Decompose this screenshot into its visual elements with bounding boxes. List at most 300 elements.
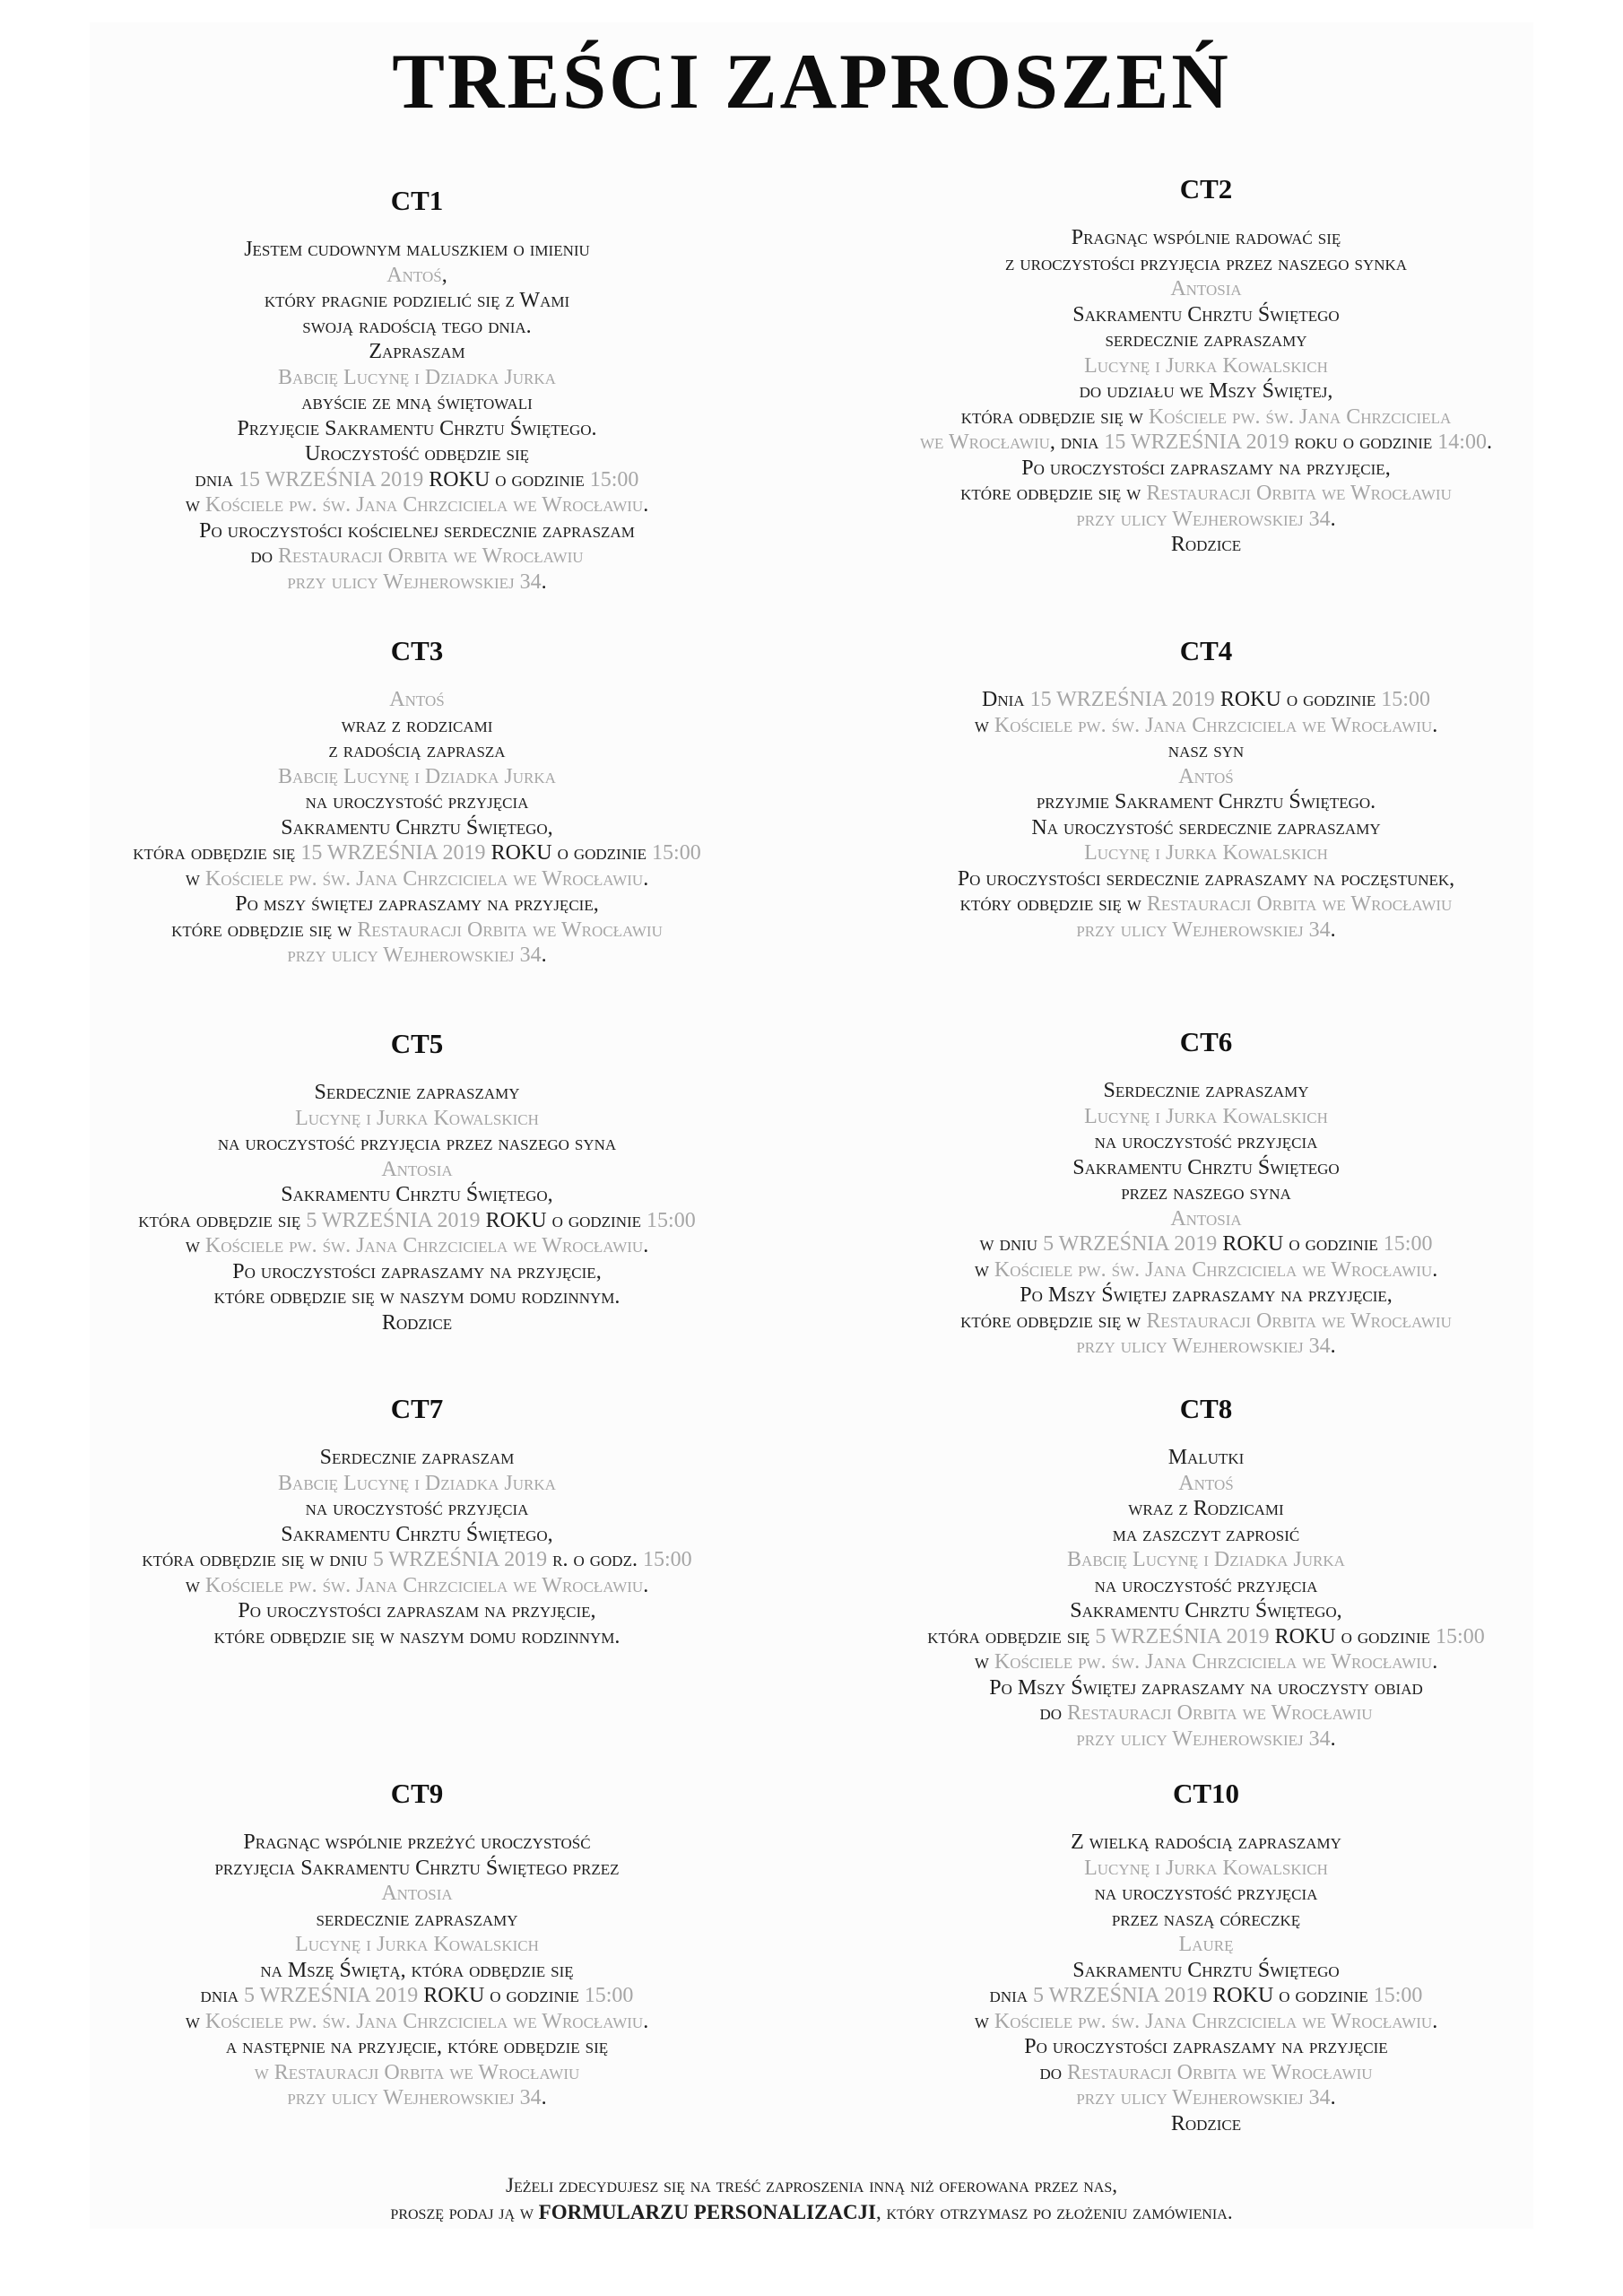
static-text: , xyxy=(441,263,447,287)
invitation-line xyxy=(820,1675,1592,1701)
invitation-line xyxy=(31,314,803,340)
static-text: Po uroczystości zapraszamy na przyjęcie, xyxy=(232,1259,602,1283)
variable-text: we Wrocławiu xyxy=(920,430,1050,455)
variable-text: Kościele pw. św. Jana Chrzciciela we Wrocławiu xyxy=(994,1650,1433,1674)
invitation-line xyxy=(820,251,1592,277)
static-text: które odbędzie się w xyxy=(171,918,358,942)
static-text: . xyxy=(1432,713,1438,737)
invitation-line xyxy=(820,1309,1592,1335)
static-text: przyjęcia Sakramentu Chrztu Świętego przez xyxy=(214,1856,620,1880)
invitation-line xyxy=(31,1208,803,1234)
static-text: przez naszą córeczkę xyxy=(1111,1907,1301,1931)
invitation-line xyxy=(820,1700,1592,1726)
invitation-line xyxy=(31,1907,803,1933)
card-ct10 xyxy=(820,1777,1592,2136)
invitation-line xyxy=(31,2034,803,2060)
card-title: CT2 xyxy=(1179,173,1233,204)
static-text: Rodzice xyxy=(1170,533,1242,557)
static-text: dnia xyxy=(200,1984,245,2008)
invitation-line xyxy=(31,1881,803,1907)
static-text: ROKU o godzinie xyxy=(485,841,653,865)
invitation-line xyxy=(820,1445,1592,1471)
footer-note xyxy=(0,2172,1623,2226)
card-title: CT8 xyxy=(1179,1393,1233,1424)
card-ct1 xyxy=(31,184,803,595)
invitation-line xyxy=(820,225,1592,251)
invitation-line xyxy=(31,518,803,544)
invitation-line xyxy=(820,1830,1592,1856)
static-text: Sakramentu Chrztu Świętego xyxy=(1072,1958,1340,1982)
invitation-line xyxy=(820,815,1592,841)
static-text: . xyxy=(541,2086,547,2110)
variable-text: przy ulicy Wejherowskiej 34 xyxy=(1076,918,1331,942)
invitation-line xyxy=(31,1259,803,1285)
card-title: CT7 xyxy=(390,1393,444,1424)
card-ct4 xyxy=(820,634,1592,943)
variable-text: Restauracji Orbita we Wrocławiu xyxy=(1146,892,1453,917)
static-text: na Mszę Świętą, która odbędzie się xyxy=(260,1958,574,1982)
static-text: Po uroczystości zapraszam na przyjęcie, xyxy=(238,1599,596,1623)
static-text: Sakramentu Chrztu Świętego xyxy=(1072,302,1340,326)
static-text: . xyxy=(643,1234,649,1258)
invitation-line xyxy=(820,2009,1592,2035)
card-title: CT6 xyxy=(1179,1026,1233,1057)
static-text: Jestem cudownym maluszkiem o imieniu xyxy=(244,238,590,262)
static-text: Po uroczystości kościelnej serdecznie zapraszam xyxy=(199,518,635,543)
static-text: Sakramentu Chrztu Świętego, xyxy=(281,815,553,839)
variable-text: przy ulicy Wejherowskiej 34 xyxy=(1076,507,1331,531)
variable-text: 15:00 xyxy=(1383,1232,1433,1257)
invitation-line xyxy=(820,2111,1592,2137)
card-title: CT3 xyxy=(390,635,444,666)
static-text: roku o godzinie xyxy=(1289,430,1438,455)
static-text: . xyxy=(643,1573,649,1597)
variable-text: 15:00 xyxy=(589,467,639,491)
variable-text: przy ulicy Wejherowskiej 34 xyxy=(287,944,542,968)
invitation-line xyxy=(31,1573,803,1599)
static-text: która odbędzie się xyxy=(138,1208,307,1232)
static-text: r. o godz. xyxy=(547,1548,643,1572)
static-text: Z wielką radością zapraszamy xyxy=(1071,1831,1341,1855)
variable-text: przy ulicy Wejherowskiej 34 xyxy=(287,2086,542,2110)
invitation-line xyxy=(31,840,803,866)
invitation-line xyxy=(820,866,1592,892)
invitation-line xyxy=(31,1284,803,1310)
static-text: na uroczystość przyjęcia xyxy=(305,790,529,814)
variable-text: 5 WRZEŚNIA 2019 xyxy=(1095,1624,1270,1648)
invitation-line xyxy=(820,1598,1592,1624)
invitation-line xyxy=(31,339,803,365)
invitation-line xyxy=(820,1334,1592,1360)
static-text: na uroczystość przyjęcia przez naszego syna xyxy=(217,1132,617,1156)
static-text: nasz syn xyxy=(1167,739,1245,763)
static-text: . xyxy=(643,866,649,891)
static-text: a następnie na przyjęcie, które odbędzie się xyxy=(225,2035,609,2059)
static-text: na uroczystość przyjęcia xyxy=(1094,1882,1318,1906)
variable-text: Lucynę i Jurka Kowalskich xyxy=(295,1933,539,1957)
variable-text: Lucynę i Jurka Kowalskich xyxy=(1084,1104,1328,1128)
static-text: w xyxy=(974,2009,994,2033)
invitation-line xyxy=(31,2009,803,2035)
variable-text: Kościele pw. św. Jana Chrzciciela we Wrocławiu xyxy=(204,493,644,517)
footer-line-2 xyxy=(0,2199,1623,2226)
invitation-line xyxy=(31,416,803,442)
static-text: w xyxy=(185,1234,205,1258)
invitation-line xyxy=(820,840,1592,866)
invitation-line xyxy=(820,404,1592,430)
invitation-line xyxy=(820,532,1592,558)
static-text: które odbędzie się w xyxy=(960,482,1147,506)
static-text: . xyxy=(1330,918,1336,942)
invitation-line xyxy=(31,1471,803,1497)
invitation-line xyxy=(820,1471,1592,1497)
static-text: Serdecznie zapraszamy xyxy=(1103,1079,1309,1103)
static-text: . xyxy=(643,493,649,517)
variable-text: Lucynę i Jurka Kowalskich xyxy=(1084,353,1328,378)
static-text: , dnia xyxy=(1049,430,1105,455)
card-ct5 xyxy=(31,1027,803,1335)
invitation-line xyxy=(820,378,1592,404)
static-text: ROKU o godzinie xyxy=(418,1984,585,2008)
variable-text: Antoś xyxy=(1178,764,1234,788)
invitation-line xyxy=(31,1080,803,1106)
variable-text: Lucynę i Jurka Kowalskich xyxy=(1084,841,1328,865)
variable-text: 15:00 xyxy=(584,1984,634,2008)
static-text: swoją radością tego dnia. xyxy=(302,314,532,338)
invitation-line xyxy=(820,2034,1592,2060)
static-text: Pragnąc wspólnie przeżyć uroczystość xyxy=(243,1831,591,1855)
invitation-line xyxy=(820,1547,1592,1573)
static-text: Po uroczystości serdecznie zapraszamy na poczęstunek, xyxy=(957,866,1455,891)
variable-text: Kościele pw. św. Jana Chrzciciela we Wrocławiu xyxy=(994,2009,1433,2033)
static-text: Po mszy świętej zapraszamy na przyjęcie, xyxy=(235,892,599,917)
static-text: ROKU o godzinie xyxy=(1207,1984,1374,2008)
static-text: ROKU o godzinie xyxy=(1217,1232,1384,1257)
invitation-line xyxy=(820,764,1592,790)
invitation-line xyxy=(820,1932,1592,1958)
variable-text: Lucynę i Jurka Kowalskich xyxy=(295,1106,539,1130)
invitation-line xyxy=(31,815,803,841)
static-text: Sakramentu Chrztu Świętego, xyxy=(1070,1599,1342,1623)
static-text: w xyxy=(185,866,205,891)
static-text: . xyxy=(1486,430,1492,455)
invitation-line xyxy=(820,687,1592,713)
variable-text: 5 WRZEŚNIA 2019 xyxy=(372,1548,548,1572)
variable-text: Antosia xyxy=(381,1157,453,1181)
invitation-line xyxy=(31,441,803,467)
invitation-line xyxy=(31,687,803,713)
static-text: ROKU o godzinie xyxy=(1214,688,1382,712)
card-ct9 xyxy=(31,1777,803,2111)
variable-text: przy ulicy Wejherowskiej 34 xyxy=(287,570,542,594)
invitation-line xyxy=(820,456,1592,482)
variable-text: 15:00 xyxy=(1373,1984,1423,2008)
invitation-line xyxy=(820,481,1592,507)
invitation-line xyxy=(31,713,803,739)
variable-text: Babcię Lucynę i Dziadka Jurka xyxy=(278,764,556,788)
invitation-line xyxy=(820,1958,1592,1984)
static-text: do xyxy=(1039,1701,1068,1726)
variable-text: Babcię Lucynę i Dziadka Jurka xyxy=(1067,1548,1345,1572)
footer-line-1: Jeżeli zdecydujesz się na treść zaproszenia inną niż oferowana przez nas, xyxy=(506,2174,1117,2196)
invitation-line xyxy=(31,1598,803,1624)
static-text: wraz z Rodzicami xyxy=(1128,1497,1284,1521)
variable-text: 15:00 xyxy=(1436,1624,1485,1648)
variable-text: 15:00 xyxy=(652,841,701,865)
invitation-line xyxy=(31,288,803,314)
invitation-line xyxy=(820,2060,1592,2086)
static-text: w xyxy=(185,2009,205,2033)
static-text: które odbędzie się w xyxy=(960,1309,1147,1333)
invitation-line xyxy=(820,1283,1592,1309)
invitation-line xyxy=(31,1958,803,1984)
static-text: które odbędzie się w naszym domu rodzinnym. xyxy=(213,1624,621,1648)
variable-text: Antoś xyxy=(386,263,442,287)
static-text: Malutki xyxy=(1167,1446,1245,1470)
invitation-line xyxy=(31,1157,803,1183)
variable-text: 15 WRZEŚNIA 2019 xyxy=(1104,430,1289,455)
static-text: w xyxy=(185,493,205,517)
invitation-line xyxy=(820,918,1592,944)
invitation-line xyxy=(31,918,803,944)
invitation-line xyxy=(31,1522,803,1548)
static-text: Rodzice xyxy=(381,1310,453,1335)
static-text: Sakramentu Chrztu Świętego, xyxy=(281,1522,553,1546)
static-text: . xyxy=(1432,1650,1438,1674)
static-text: . xyxy=(1330,507,1336,531)
variable-text: 5 WRZEŚNIA 2019 xyxy=(1043,1232,1218,1257)
invitation-line xyxy=(31,1496,803,1522)
variable-text: przy ulicy Wejherowskiej 34 xyxy=(1076,1335,1331,1359)
invitation-line xyxy=(31,1131,803,1157)
static-text: . xyxy=(1330,2086,1336,2110)
card-title: CT10 xyxy=(1172,1778,1240,1809)
static-text: przez naszego syna xyxy=(1121,1181,1291,1205)
static-text: . xyxy=(541,570,547,594)
variable-text: 15 WRZEŚNIA 2019 xyxy=(1029,688,1215,712)
static-text: Po uroczystości zapraszamy na przyjęcie xyxy=(1024,2035,1388,2059)
variable-text: Restauracji Orbita we Wrocławiu xyxy=(357,918,663,942)
invitation-line xyxy=(31,570,803,596)
invitation-line xyxy=(31,237,803,263)
variable-text: przy ulicy Wejherowskiej 34 xyxy=(1076,1726,1331,1751)
variable-text: Kościele pw. św. Jana Chrzciciela xyxy=(1148,404,1452,429)
card-ct8 xyxy=(820,1392,1592,1752)
static-text: z uroczystości przyjęcia przez naszego synka xyxy=(1004,251,1408,275)
invitation-line xyxy=(31,390,803,416)
variable-text: Kościele pw. św. Jana Chrzciciela we Wrocławiu xyxy=(204,1573,644,1597)
static-text: Rodzice xyxy=(1170,2111,1242,2135)
static-text: z radością zaprasza xyxy=(328,739,506,763)
invitation-line xyxy=(31,1310,803,1336)
static-text: do udziału we Mszy Świętej, xyxy=(1079,379,1333,404)
invitation-line xyxy=(31,2085,803,2111)
invitation-line xyxy=(31,1932,803,1958)
variable-text: Babcię Lucynę i Dziadka Jurka xyxy=(278,365,556,389)
invitation-line xyxy=(820,1496,1592,1522)
invitation-line xyxy=(820,1881,1592,1907)
variable-text: w Restauracji Orbita we Wrocławiu xyxy=(254,2060,580,2084)
invitation-line xyxy=(31,1106,803,1132)
invitation-line xyxy=(820,507,1592,533)
personalization-form-label: FORMULARZU PERSONALIZACJI xyxy=(538,2201,877,2223)
static-text: w xyxy=(185,1573,205,1597)
variable-text: Antosia xyxy=(1170,277,1242,301)
invitation-line xyxy=(31,2060,803,2086)
static-text: Przyjęcie Sakramentu Chrztu Świętego. xyxy=(237,416,597,440)
static-text: Uroczystość odbędzie się xyxy=(304,442,530,466)
invitation-line xyxy=(31,1445,803,1471)
invitation-line xyxy=(820,1983,1592,2009)
variable-text: 5 WRZEŚNIA 2019 xyxy=(306,1208,481,1232)
static-text: na uroczystość przyjęcia xyxy=(1094,1573,1318,1597)
static-text: . xyxy=(541,944,547,968)
variable-text: Laurę xyxy=(1178,1933,1234,1957)
variable-text: 14:00 xyxy=(1437,430,1487,455)
invitation-line xyxy=(820,1257,1592,1283)
static-text: Na uroczystość serdecznie zapraszamy xyxy=(1031,815,1381,839)
variable-text: Restauracji Orbita we Wrocławiu xyxy=(278,544,584,569)
invitation-line xyxy=(31,1983,803,2009)
invitation-line xyxy=(31,789,803,815)
variable-text: Antoś xyxy=(1178,1471,1234,1495)
static-text: w xyxy=(974,713,994,737)
card-ct3 xyxy=(31,634,803,969)
static-text: ROKU o godzinie xyxy=(423,467,590,491)
invitation-line xyxy=(820,1649,1592,1675)
static-text: Po Mszy Świętej zapraszamy na uroczysty obiad xyxy=(989,1675,1423,1700)
card-title: CT4 xyxy=(1179,635,1233,666)
invitation-line xyxy=(820,1624,1592,1650)
variable-text: Kościele pw. św. Jana Chrzciciela we Wrocławiu xyxy=(204,1234,644,1258)
static-text: . xyxy=(643,2009,649,2033)
invitation-line xyxy=(820,713,1592,739)
variable-text: Lucynę i Jurka Kowalskich xyxy=(1084,1856,1328,1880)
variable-text: Restauracji Orbita we Wrocławiu xyxy=(1146,482,1452,506)
invitation-line xyxy=(820,430,1592,456)
footer-line-2-before: proszę podaj ją w xyxy=(390,2201,539,2223)
static-text: która odbędzie się xyxy=(927,1624,1096,1648)
static-text: abyście ze mną świętowali xyxy=(301,391,533,415)
static-text: Pragnąc wspólnie radować się xyxy=(1071,226,1341,250)
static-text: Serdecznie zapraszamy xyxy=(314,1081,520,1105)
invitation-line xyxy=(820,1206,1592,1232)
invitation-line xyxy=(31,738,803,764)
card-ct2 xyxy=(820,172,1592,558)
static-text: Zapraszam xyxy=(369,340,465,364)
invitation-line xyxy=(820,1573,1592,1599)
variable-text: Restauracji Orbita we Wrocławiu xyxy=(1146,1309,1452,1333)
invitation-line xyxy=(31,1856,803,1882)
static-text: Po Mszy Świętej zapraszamy na przyjęcie, xyxy=(1020,1283,1393,1308)
invitation-line xyxy=(820,1907,1592,1933)
card-ct6 xyxy=(820,1025,1592,1360)
invitation-line xyxy=(820,327,1592,353)
static-text: Sakramentu Chrztu Świętego, xyxy=(281,1183,553,1207)
static-text: która odbędzie się xyxy=(133,841,301,865)
invitation-line xyxy=(31,365,803,391)
variable-text: 5 WRZEŚNIA 2019 xyxy=(244,1984,419,2008)
variable-text: Kościele pw. św. Jana Chrzciciela we Wrocławiu xyxy=(994,1257,1433,1282)
static-text: . xyxy=(1330,1335,1336,1359)
static-text: serdecznie zapraszamy xyxy=(1105,328,1307,352)
invitation-line xyxy=(820,1726,1592,1752)
static-text: który pragnie podzielić się z Wami xyxy=(264,289,570,313)
static-text: na uroczystość przyjęcia xyxy=(1094,1130,1318,1154)
variable-text: Restauracji Orbita we Wrocławiu xyxy=(1067,1701,1373,1726)
invitation-line xyxy=(820,1155,1592,1181)
card-ct7 xyxy=(31,1392,803,1649)
invitation-line xyxy=(31,1830,803,1856)
invitation-line xyxy=(820,789,1592,815)
invitation-line xyxy=(820,353,1592,379)
variable-text: 15:00 xyxy=(647,1208,696,1232)
invitation-line xyxy=(820,1856,1592,1882)
invitation-line xyxy=(31,943,803,969)
invitation-line xyxy=(31,492,803,518)
variable-text: przy ulicy Wejherowskiej 34 xyxy=(1076,2086,1331,2110)
invitation-line xyxy=(820,1129,1592,1155)
page-title: TREŚCI ZAPROSZEŃ xyxy=(392,39,1231,126)
static-text: Po uroczystości zapraszamy na przyjęcie, xyxy=(1021,456,1391,480)
invitation-line xyxy=(31,544,803,570)
invitation-line xyxy=(31,1547,803,1573)
variable-text: Antoś xyxy=(389,688,445,712)
static-text: która odbędzie się w xyxy=(960,404,1149,429)
static-text: wraz z rodzicami xyxy=(341,713,493,737)
invitation-line xyxy=(820,738,1592,764)
variable-text: Antosia xyxy=(381,1882,453,1906)
invitation-line xyxy=(820,1078,1592,1104)
invitation-line xyxy=(31,1624,803,1650)
static-text: do xyxy=(250,544,279,569)
static-text: w xyxy=(974,1257,994,1282)
footer-line-2-after: , który otrzymasz po złożeniu zamówienia. xyxy=(876,2201,1233,2223)
static-text: w xyxy=(974,1650,994,1674)
invitation-line xyxy=(820,302,1592,328)
variable-text: Kościele pw. św. Jana Chrzciciela we Wrocławiu xyxy=(204,866,644,891)
static-text: Serdecznie zapraszam xyxy=(319,1446,515,1470)
static-text: serdecznie zapraszamy xyxy=(316,1907,518,1931)
static-text: która odbędzie się w dniu xyxy=(142,1548,373,1572)
invitation-line xyxy=(820,1522,1592,1548)
static-text: ROKU o godzinie xyxy=(480,1208,647,1232)
card-title: CT5 xyxy=(390,1028,444,1059)
invitation-line xyxy=(820,891,1592,918)
invitation-line xyxy=(31,467,803,493)
variable-text: 15 WRZEŚNIA 2019 xyxy=(239,467,424,491)
static-text: ROKU o godzinie xyxy=(1269,1624,1436,1648)
static-text: które odbędzie się w naszym domu rodzinnym. xyxy=(213,1285,621,1309)
variable-text: Antosia xyxy=(1170,1206,1242,1231)
invitation-line xyxy=(31,263,803,289)
static-text: . xyxy=(1432,2009,1438,2033)
variable-text: Restauracji Orbita we Wrocławiu xyxy=(1067,2060,1373,2084)
static-text: . xyxy=(1432,1257,1438,1282)
static-text: Sakramentu Chrztu Świętego xyxy=(1072,1155,1340,1179)
invitation-line xyxy=(820,1104,1592,1130)
card-title: CT9 xyxy=(390,1778,444,1809)
invitation-line xyxy=(31,891,803,918)
invitation-line xyxy=(820,1180,1592,1206)
variable-text: 15:00 xyxy=(1381,688,1430,712)
variable-text: Babcię Lucynę i Dziadka Jurka xyxy=(278,1471,556,1495)
variable-text: Kościele pw. św. Jana Chrzciciela we Wrocławiu xyxy=(204,2009,644,2033)
variable-text: 5 WRZEŚNIA 2019 xyxy=(1033,1984,1208,2008)
static-text: dnia xyxy=(989,1984,1034,2008)
invitation-line xyxy=(31,1182,803,1208)
variable-text: Kościele pw. św. Jana Chrzciciela we Wrocławiu xyxy=(994,713,1433,737)
